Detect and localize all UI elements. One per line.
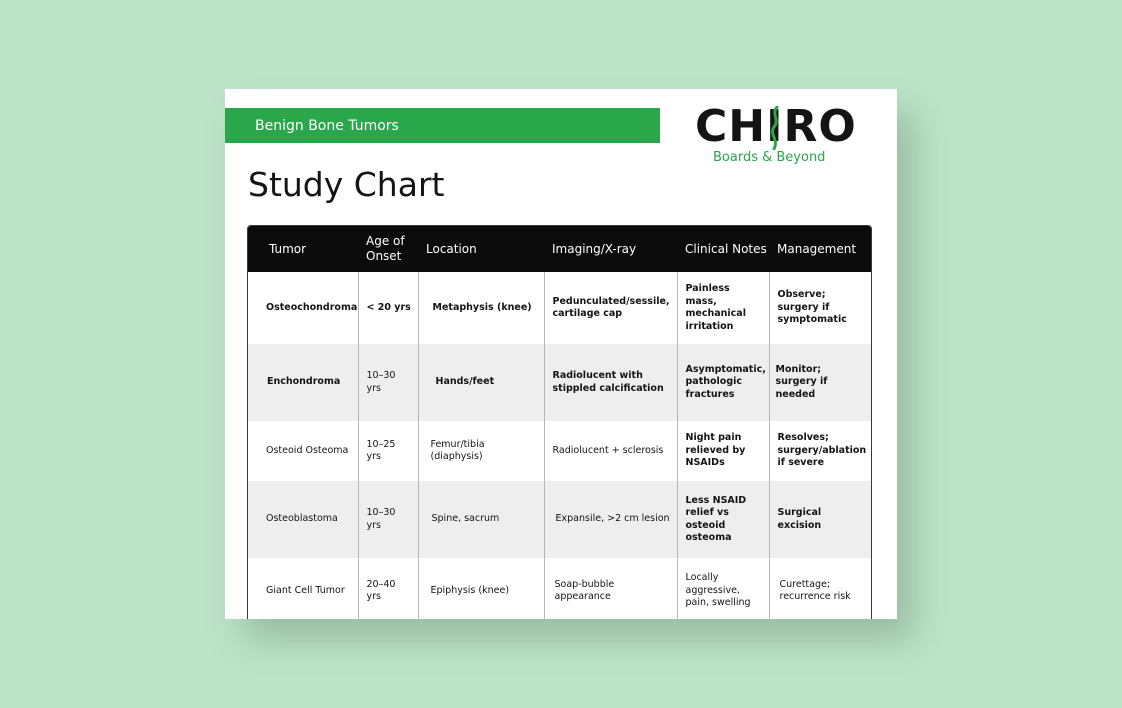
cell-age: < 20 yrs [358,272,418,344]
table-row [248,481,871,558]
topic-banner [225,108,660,143]
cell-tumor: Enchondroma [248,344,358,421]
logo-tagline: Boards & Beyond [713,150,826,165]
cell-location: Metaphysis (knee) [418,272,544,344]
cell-management: Resolves; surgery/ablation if severe [777,432,867,469]
header-age-of-onset: Age of Onset [358,226,418,272]
cell-management: Monitor; surgery if needed [769,344,871,421]
cell-tumor: Giant Cell Tumor [248,558,358,619]
cell-imaging: Radiolucent + sclerosis [544,421,677,481]
header-management: Management [769,226,871,272]
header-tumor: Tumor [248,226,358,272]
cell-age: 20–40 yrs [358,558,418,619]
cell-clinical-notes: Painless mass, mechanical irritation [677,272,769,344]
cell-imaging: Radiolucent with stippled calcification [544,344,677,421]
table-row [248,558,871,619]
cell-tumor: Osteochondroma [248,272,358,344]
logo-wordmark: CHIRO [695,101,857,152]
cell-imaging: Expansile, >2 cm lesion [544,481,677,558]
cell-age: 10–30 yrs [358,481,418,558]
cell-management: Curettage; recurrence risk [779,578,851,602]
cell-imaging: Pedunculated/sessile, cartilage cap [544,272,677,344]
cell-management: Surgical excision [769,481,871,558]
header-imaging: Imaging/X-ray [544,226,677,272]
study-chart-sheet [225,89,897,619]
cell-location: Epiphysis (knee) [418,558,544,619]
cell-age: 10–30 yrs [358,344,418,421]
table-row [248,272,871,344]
header-clinical-notes: Clinical Notes [677,226,769,272]
study-table [247,225,872,619]
cell-clinical-notes: Locally aggressive, pain, swelling [677,558,769,619]
topic-banner-label: Benign Bone Tumors [255,117,399,134]
brand-logo [695,103,860,173]
table-header-row [248,226,871,272]
header-location: Location [418,226,544,272]
cell-imaging: Soap-bubble appearance [544,558,677,619]
cell-tumor: Osteoid Osteoma [248,421,358,481]
cell-clinical-notes: Asymptomatic, pathologic fractures [677,344,769,421]
cell-location: Femur/tibia (diaphysis) [418,421,544,481]
spine-icon [768,106,782,150]
table-row [248,344,871,421]
cell-age: 10–25 yrs [358,421,418,481]
cell-location: Hands/feet [418,344,544,421]
cell-clinical-notes: Less NSAID relief vs osteoid osteoma [677,481,769,558]
cell-location: Spine, sacrum [418,481,544,558]
table-row [248,421,871,481]
cell-clinical-notes: Night pain relieved by NSAIDs [677,421,769,481]
page-title: Study Chart [248,165,445,204]
cell-tumor: Osteoblastoma [248,481,358,558]
cell-management: Observe; surgery if symptomatic [777,289,847,326]
